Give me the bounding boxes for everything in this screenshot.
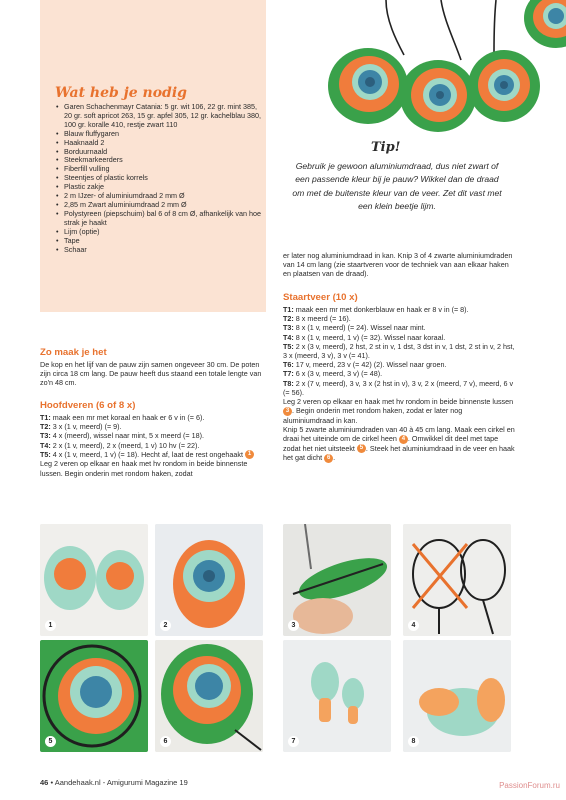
round-4: T4: 2 x (1 v, meerd), 2 x (meerd, 1 v) 10 hv (= 22). <box>40 440 200 450</box>
step-photo-8 <box>403 640 511 752</box>
tail-assembly-1: Leg 2 veren op elkaar en haak met hv rondom in beide binnenste lussen 3 . Begin onderin met rondom haken, zodat er later nog aluminiumdraad in kan. <box>283 397 514 425</box>
tip-text: Gebruik je gewoon aluminiumdraad, dus niet zwart of een passende kleur bij je pauw? Wikkel dan de draad om met de buitenste kleur van de veer. Zet dit vast met een klein beetje lijm. <box>292 161 502 211</box>
round-7: T7: 6 x (3 v, meerd, 3 v) (= 48). <box>283 369 383 379</box>
photo-number: 6 <box>160 736 171 747</box>
footer-bullet: • <box>50 778 54 787</box>
step-marker: 3 <box>283 407 292 416</box>
how-text: De kop en het lijf van de pauw zijn samen ongeveer 30 cm. De poten zijn circa 18 cm lang. De pauw heeft dus staand een totale lengte van zo'n 48 cm. <box>40 360 262 388</box>
round-5: T5: 2 x (3 v, meerd), 2 hst, 2 st in v, 1 dst, 3 dst in v, 1 dst, 2 st in v, 2 hst, 3 x (meerd, 3 v), 3 v (= 41). <box>283 341 515 361</box>
step-photo-2 <box>155 524 263 636</box>
step-marker: 6 <box>324 454 333 463</box>
photo-number: 8 <box>408 736 419 747</box>
material-item: • Tape <box>56 237 262 246</box>
step-marker: 1 <box>245 450 254 459</box>
photo-number: 1 <box>45 620 56 631</box>
main-feathers-assembly: Leg 2 veren op elkaar en haak met hv rondom in beide binnenste lussen. Begin onderin met rondom haken, zodat <box>40 459 248 478</box>
material-item: • Blauw fluffygaren <box>56 130 262 139</box>
round-6: T6: 17 v, meerd, 23 v (= 42) (2). Wissel naar groen. <box>283 360 447 370</box>
material-item: • Haaknaald 2 <box>56 139 262 148</box>
material-item: • Borduurnaald <box>56 148 262 157</box>
round-8: T8: 2 x (7 v, meerd), 3 v, 3 x (2 hst in v), 3 v, 2 x (meerd, 7 v), meerd, 6 v (= 56). <box>283 378 514 397</box>
page-footer <box>40 778 188 787</box>
photo-number: 2 <box>160 620 171 631</box>
material-item: • Polystyreen (piepschuim) bal 6 of 8 cm Ø, afhankelijk van hoe strak je haakt <box>56 210 262 228</box>
materials-title: Wat heb je nodig <box>55 85 187 101</box>
round-1: T1: maak een mr met koraal en haak er 6 v in (= 6). <box>40 413 205 422</box>
round-2: T2: 8 x meerd (= 16). <box>283 314 351 324</box>
tail-feather-instructions <box>283 305 515 463</box>
watermark: PassionForum.ru <box>499 781 560 790</box>
material-item: • Schaar <box>56 246 262 255</box>
continued-text: er later nog aluminiumdraad in kan. Knip 3 of 4 zwarte aluminiumdraden van 14 cm lang (zie staartveren voor de techniek van aan elkaar haken en plaatsen van de draad). <box>283 251 513 279</box>
round-2: T2: 3 x (1 v, meerd) (= 9). <box>40 422 122 432</box>
how-heading: Zo maak je het <box>40 347 107 358</box>
photo-number: 4 <box>408 620 419 631</box>
material-item: • Plastic zakje <box>56 183 262 192</box>
material-item: • Lijm (optie) <box>56 228 262 237</box>
round-3: T3: 8 x (1 v, meerd) (= 24). Wissel naar mint. <box>283 323 426 333</box>
footer-dash: - <box>102 778 106 787</box>
step-photo-5 <box>40 640 148 752</box>
material-item: • 2,85 m Zwart aluminiumdraad 2 mm Ø <box>56 201 262 210</box>
step-photo-4 <box>403 524 511 636</box>
hanging-feathers-photo <box>326 0 566 140</box>
material-item: • Garen Schachenmayr Catania: 5 gr. wit 106, 22 gr. mint 385, 20 gr. soft apricot 263, 15 gr. apfel 305, 12 gr. kachelblau 380, 100 gr. koralle 410, restje zwart 110 <box>56 103 262 130</box>
materials-list <box>56 103 262 254</box>
tip-title: Tip! <box>371 140 401 155</box>
step-marker: 5 <box>357 444 366 453</box>
round-1: T1: maak een mr met donkerblauw en haak er 8 v in (= 8). <box>283 305 469 314</box>
tail-feather-heading: Staartveer (10 x) <box>283 292 358 303</box>
round-5: T5: 4 x (1 v, meerd, 1 v) (= 18). Hecht af, laat de rest ongehaakt 1 <box>40 450 272 460</box>
photo-number: 5 <box>45 736 56 747</box>
step-photo-3 <box>283 524 391 636</box>
step-photo-6 <box>155 640 263 752</box>
material-item: • Steekmarkeerders <box>56 156 262 165</box>
tail-assembly-2: Knip 5 zwarte aluminiumdraden van 40 à 45 cm lang. Maak een cirkel en draai het uiteinde om de cirkel heen 4 . Omwikkel dit deel met tape zodat het niet uitsteekt 5 . Steek het aluminiumdraad in de veer en haak het gat dicht 6 . <box>283 425 515 463</box>
footer-magazine: Amigurumi Magazine 19 <box>106 778 188 787</box>
photo-number: 3 <box>288 620 299 631</box>
main-feathers-instructions <box>40 413 272 478</box>
round-3: T3: 4 x (meerd), wissel naar mint, 5 x meerd (= 18). <box>40 431 204 441</box>
round-4: T4: 8 x (1 v, meerd, 1 v) (= 32). Wissel naar koraal. <box>283 332 446 342</box>
photo-number: 7 <box>288 736 299 747</box>
material-item: • Fiberfill vulling <box>56 165 262 174</box>
step-marker: 4 <box>399 435 408 444</box>
footer-site: Aandehaak.nl <box>54 778 101 787</box>
material-item: • 2 m IJzer- of aluminiumdraad 2 mm Ø <box>56 192 262 201</box>
step-photo-1 <box>40 524 148 636</box>
page-number: 46 <box>40 778 49 787</box>
main-feathers-heading: Hoofdveren (6 of 8 x) <box>40 400 136 411</box>
material-item: • Steentjes of plastic korrels <box>56 174 262 183</box>
step-photo-7 <box>283 640 391 752</box>
